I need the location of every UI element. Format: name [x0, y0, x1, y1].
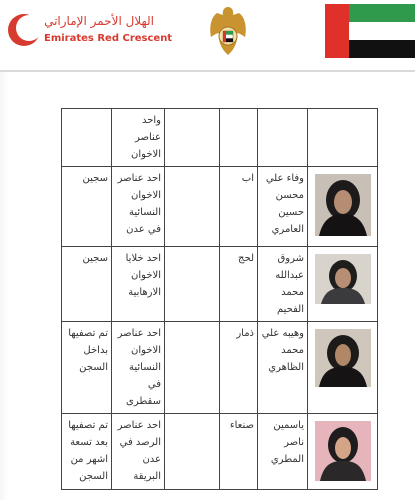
location-cell	[165, 414, 220, 490]
affiliation-cell: احد خلايا الاخوان الارهابية	[112, 247, 165, 322]
table-row	[62, 167, 378, 247]
affiliation-cell: احد عناصر الرصد في عدن البريقة	[112, 414, 165, 490]
photo-cell	[308, 414, 378, 490]
name-cell: وهيبه علي محمد الظاهري	[258, 322, 308, 414]
affiliation-cell: احد عناصر الاخوان النسائية في عدن	[112, 167, 165, 247]
status-cell: تم تصفيها بعد تسعة اشهر من السجن	[62, 414, 112, 490]
photo-cell	[308, 322, 378, 414]
photo-cell	[308, 167, 378, 247]
affiliation-cell: واحد عناصر الاخوان	[112, 109, 165, 167]
location-cell	[165, 322, 220, 414]
table-row	[62, 247, 378, 322]
name-cell: وفاء علي محسن حسين العامري	[258, 167, 308, 247]
person-photo	[315, 329, 371, 387]
table-row	[62, 414, 378, 490]
name-cell: شروق عبدالله محمد الفحيم	[258, 247, 308, 322]
person-photo	[315, 421, 371, 481]
uae-emblem-icon	[205, 3, 251, 59]
relation-cell: اب	[220, 167, 258, 247]
photo-cell	[308, 109, 378, 167]
logo-arabic-text: الهلال الأحمر الإماراتي	[44, 14, 154, 28]
uae-flag-icon	[325, 4, 415, 58]
crescent-icon	[6, 12, 42, 48]
name-cell	[258, 109, 308, 167]
relation-cell: ذمار	[220, 322, 258, 414]
status-cell: سجين	[62, 167, 112, 247]
status-cell: تم تصفيها بداخل السجن	[62, 322, 112, 414]
status-cell: سجين	[62, 247, 112, 322]
table-row	[62, 109, 378, 167]
location-cell	[165, 109, 220, 167]
name-cell: ياسمين ناصر المطري	[258, 414, 308, 490]
photo-cell	[308, 247, 378, 322]
location-cell	[165, 247, 220, 322]
records-table	[61, 108, 378, 490]
relation-cell	[220, 109, 258, 167]
location-cell	[165, 167, 220, 247]
logo-english-text: Emirates Red Crescent	[44, 33, 173, 44]
table-row	[62, 322, 378, 414]
letterhead	[0, 0, 415, 72]
relation-cell: لحج	[220, 247, 258, 322]
person-photo	[315, 174, 371, 236]
person-photo	[315, 254, 371, 304]
status-cell	[62, 109, 112, 167]
red-crescent-logo	[6, 12, 173, 48]
affiliation-cell: احد عناصر الاخوان النسائية في سقطرى	[112, 322, 165, 414]
relation-cell: صنعاء	[220, 414, 258, 490]
